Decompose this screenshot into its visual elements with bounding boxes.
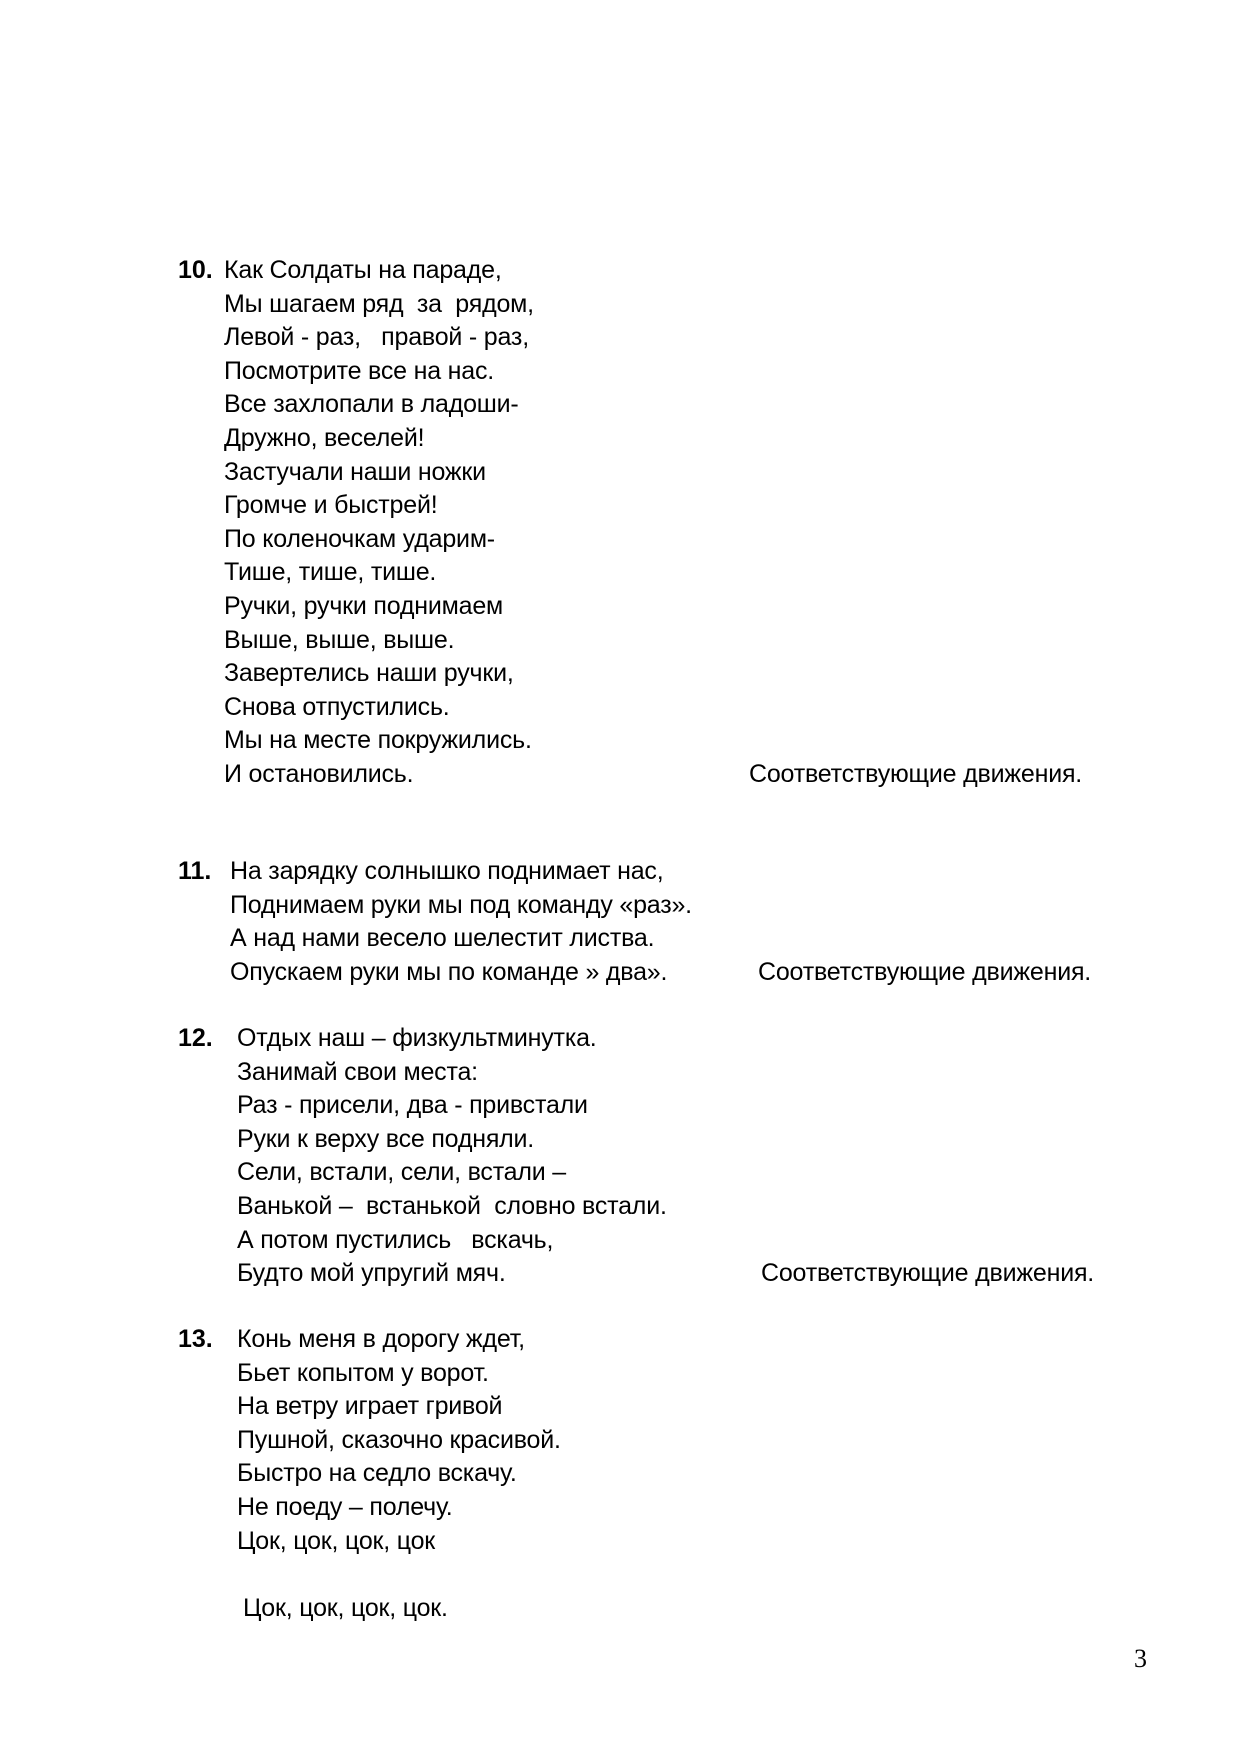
verse-line: Отдых наш – физкультминутка.	[237, 1024, 597, 1052]
verse-line: Бьет копытом у ворот.	[237, 1358, 489, 1387]
verse-line: Руки к верху все подняли.	[237, 1124, 535, 1153]
verse-line: Конь меня в дорогу ждет,	[237, 1325, 525, 1353]
verse-line: Занимай свои места:	[237, 1057, 478, 1086]
verse-line: Ванькой – встанькой словно встали.	[237, 1192, 667, 1220]
verse-line: Раз - присели, два - привстали	[237, 1091, 588, 1120]
verse-line: Будто мой упругий мяч.	[237, 1259, 506, 1288]
verse-line: Сели, встали, сели, встали –	[237, 1158, 566, 1187]
verse-line: Поднимаем руки мы под команду «раз».	[230, 890, 692, 919]
movement-note: Соответствующие движения.	[758, 957, 1092, 986]
verse-line: Не поеду – полечу.	[237, 1493, 453, 1521]
exercise-number: 11.	[178, 857, 212, 885]
verse-line: Ручки, ручки поднимаем	[224, 592, 504, 620]
exercise-number: 12.	[178, 1024, 213, 1052]
verse-line: А потом пустились вскачь,	[237, 1225, 554, 1254]
movement-note: Соответствующие движения.	[761, 1259, 1095, 1288]
verse-line: Выше, выше, выше.	[224, 625, 455, 654]
verse-line: На зарядку солнышко поднимает нас,	[230, 857, 664, 885]
verse-line: Опускаем руки мы по команде » два».	[230, 957, 668, 986]
verse-line: Цок, цок, цок, цок	[237, 1526, 436, 1555]
verse-line: А над нами весело шелестит листва.	[230, 924, 655, 953]
verse-line: Левой - раз, правой - раз,	[224, 323, 529, 352]
verse-line: На ветру играет гривой	[237, 1392, 503, 1421]
verse-line: Быстро на седло вскачу.	[237, 1459, 517, 1488]
verse-line: Как Солдаты на параде,	[224, 256, 502, 284]
movement-note: Соответствующие движения.	[749, 760, 1083, 788]
verse-line: Тише, тише, тише.	[224, 558, 437, 587]
verse-line: Застучали наши ножки	[224, 457, 486, 486]
verse-line: И остановились.	[224, 760, 414, 788]
exercise-number: 10.	[178, 256, 213, 284]
verse-line: Мы на месте покружились.	[224, 726, 532, 755]
verse-tail-line: Цок, цок, цок, цок.	[243, 1594, 448, 1622]
verse-line: Дружно, веселей!	[224, 424, 425, 452]
verse-line: Завертелись наши ручки,	[224, 659, 514, 688]
verse-line: Громче и быстрей!	[224, 491, 438, 520]
verse-line: Мы шагаем ряд за рядом,	[224, 289, 534, 318]
exercise-number: 13.	[178, 1325, 213, 1353]
verse-line: Все захлопали в ладоши-	[224, 390, 519, 419]
verse-line: Снова отпустились.	[224, 692, 450, 721]
verse-line: Посмотрите все на нас.	[224, 356, 495, 385]
verse-line: Пушной, сказочно красивой.	[237, 1425, 561, 1454]
verse-line: По коленочкам ударим-	[224, 524, 495, 553]
page-number: 3	[1134, 1644, 1147, 1673]
